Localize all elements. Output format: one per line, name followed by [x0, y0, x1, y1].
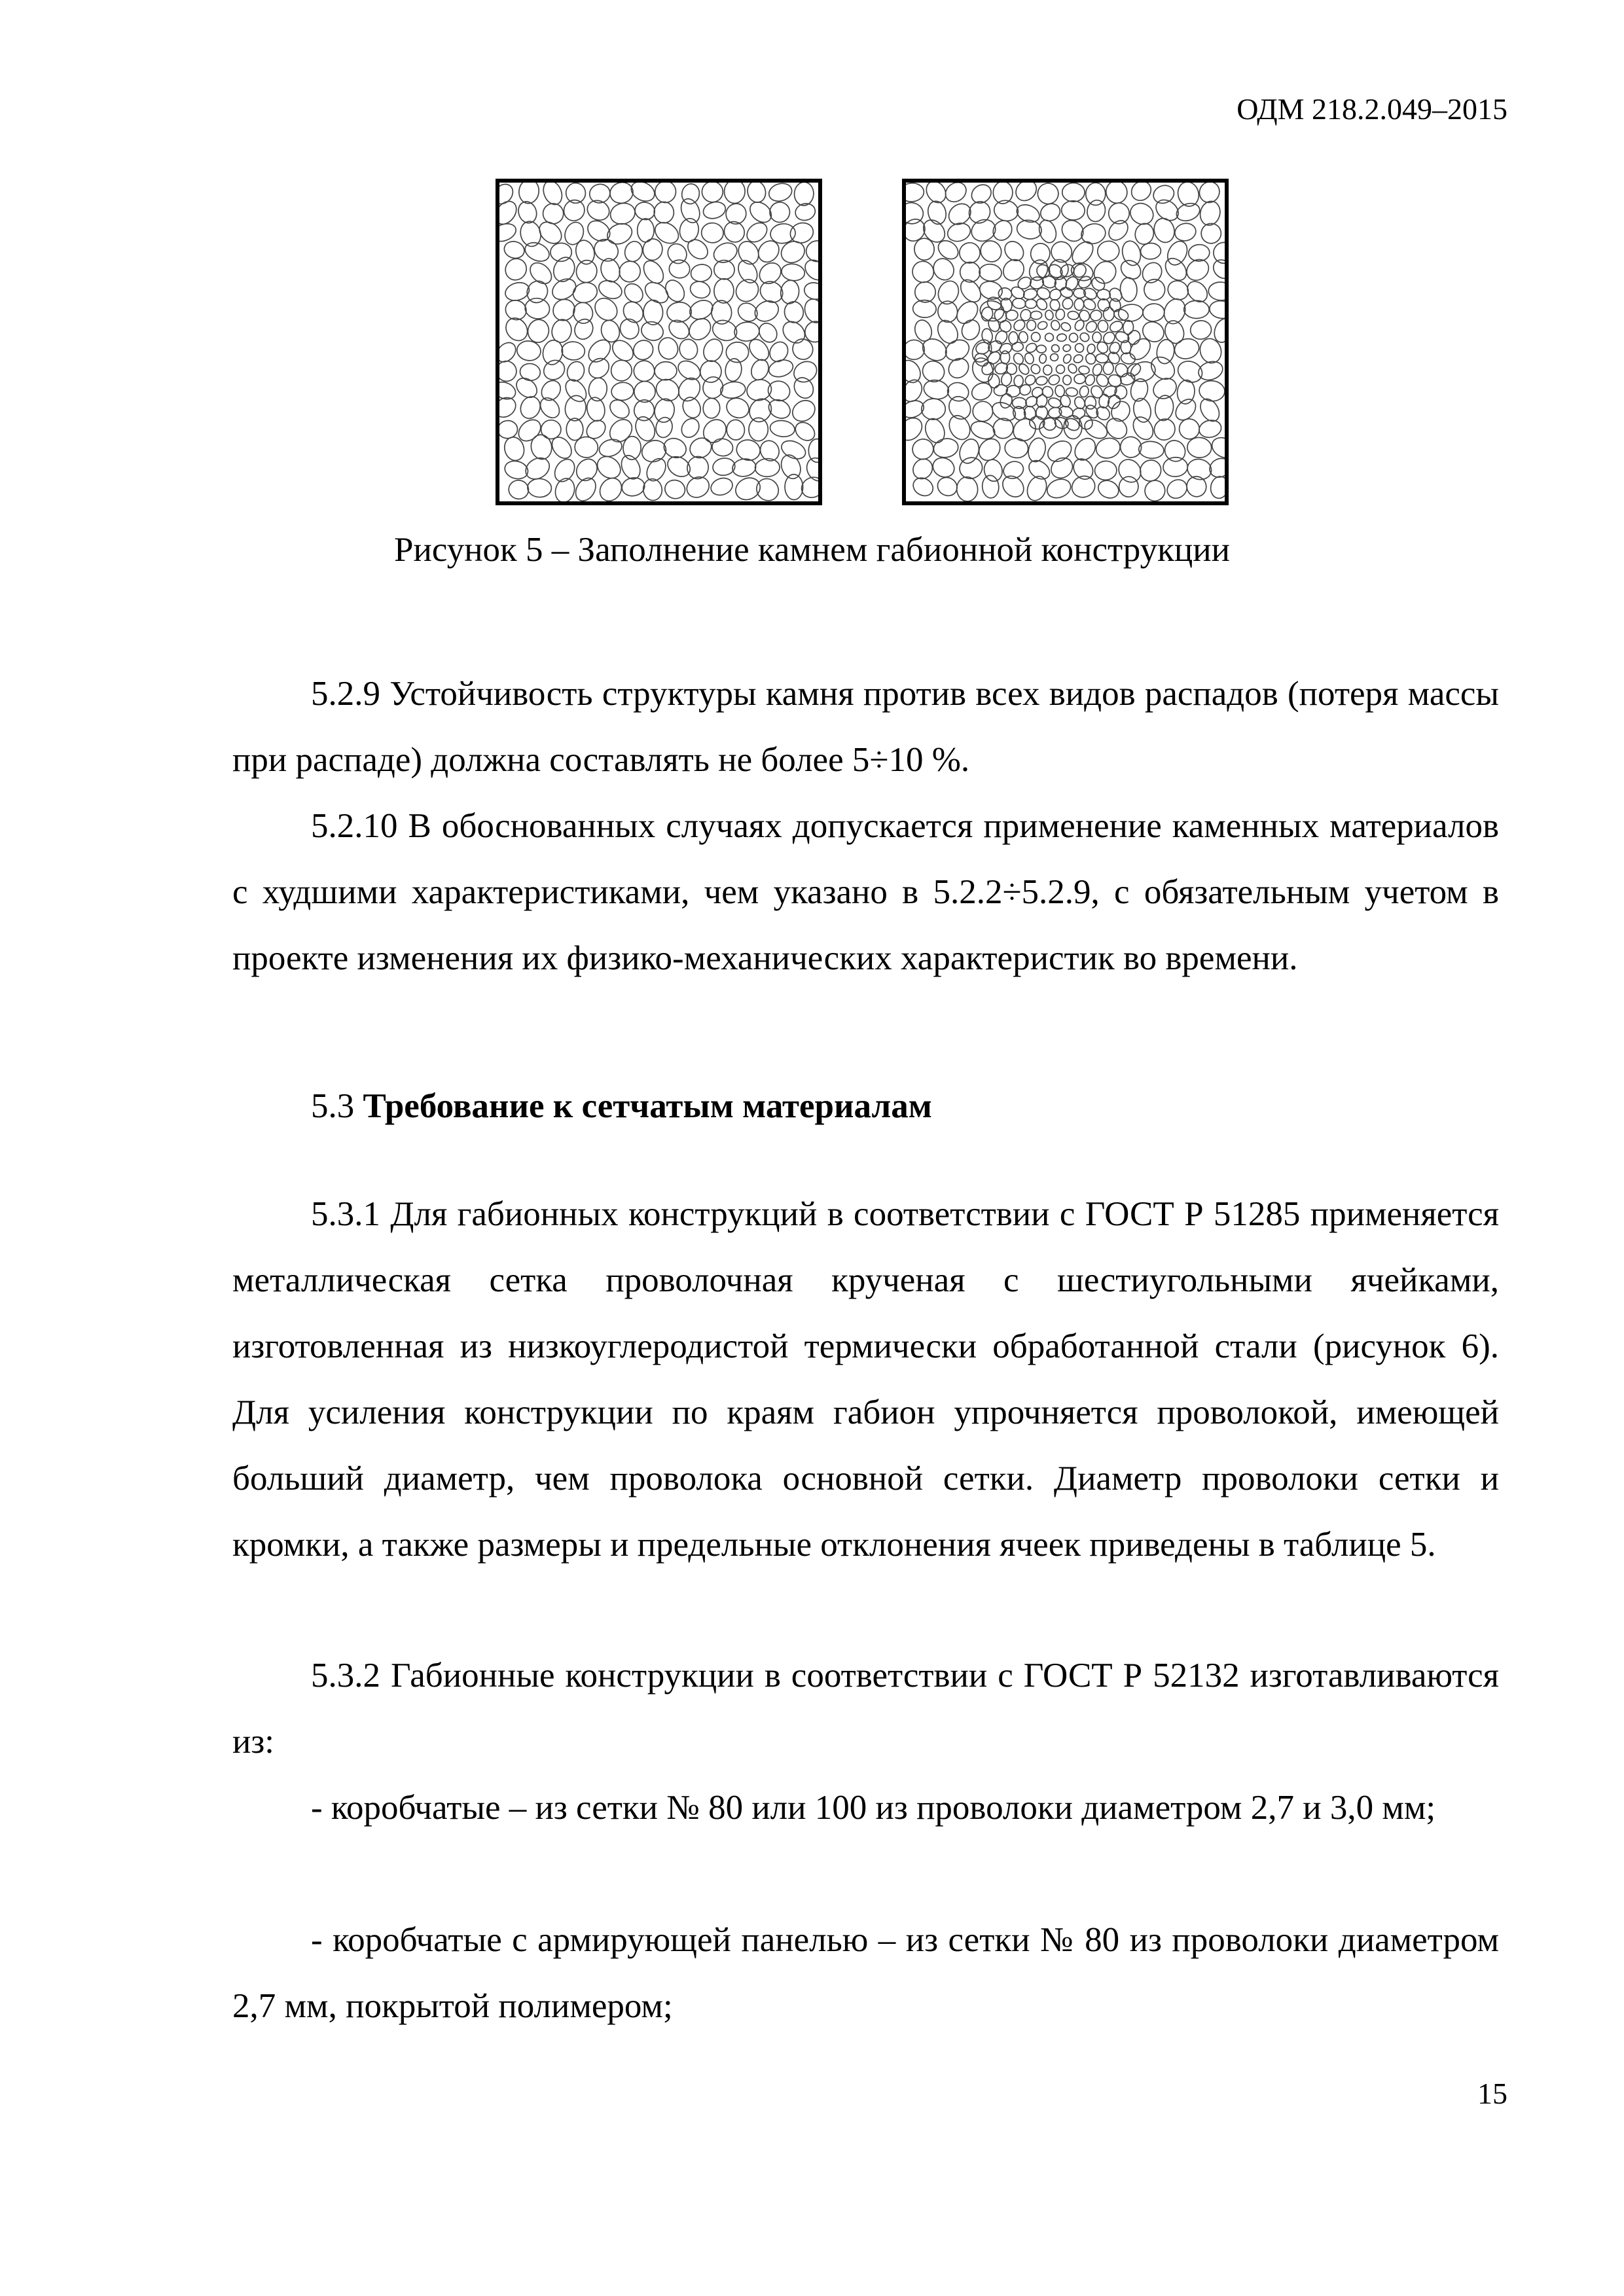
stone: [1183, 278, 1211, 306]
stone: [611, 360, 632, 381]
stone: [608, 200, 638, 227]
stone: [1058, 216, 1087, 245]
stone: [1140, 243, 1161, 260]
stone: [605, 415, 636, 446]
figure-uniform-stone-fill: [496, 179, 822, 505]
stone: [641, 238, 664, 262]
stone: [734, 299, 761, 325]
stone: [632, 379, 658, 404]
section-number: 5.3: [311, 1087, 355, 1125]
stone: [1026, 436, 1048, 463]
stone: [652, 397, 677, 424]
stone: [1030, 331, 1041, 343]
stone: [519, 363, 541, 382]
stone: [1128, 183, 1155, 204]
stone: [562, 219, 586, 247]
stone: [1107, 286, 1124, 304]
page-number: 15: [1477, 2077, 1507, 2110]
stone: [584, 197, 612, 224]
stone: [561, 341, 585, 361]
stone: [1061, 297, 1074, 310]
stone: [502, 239, 526, 260]
stone: [1074, 298, 1084, 310]
stone: [701, 200, 727, 221]
stone: [549, 295, 579, 325]
stone: [1060, 321, 1072, 332]
stone: [1036, 345, 1047, 353]
stone: [1072, 353, 1084, 365]
stone: [1208, 299, 1225, 319]
stone: [651, 218, 683, 247]
stone: [1138, 440, 1164, 459]
stone: [1067, 311, 1079, 321]
stone: [507, 479, 530, 501]
stone: [1211, 316, 1225, 345]
stone: [541, 420, 561, 439]
stone: [1045, 476, 1074, 501]
stone: [1041, 385, 1055, 400]
stone: [611, 382, 634, 401]
stone: [1196, 183, 1223, 206]
stone: [677, 338, 699, 361]
stone: [604, 220, 635, 247]
stone: [1050, 353, 1059, 362]
stone: [784, 300, 805, 323]
stone: [746, 183, 768, 204]
stone: [1162, 318, 1187, 346]
stone: [1037, 320, 1049, 331]
stone: [566, 418, 583, 440]
stone: [726, 419, 746, 440]
stone: [700, 222, 724, 243]
stone: [583, 417, 609, 442]
stone: [1045, 333, 1054, 342]
stone: [571, 300, 595, 325]
paragraph-5-2-9: 5.2.9 Устойчивость структуры камня против всех видов распадов (потеря массы при распаде) должна составлять не более 5÷10 %.: [232, 675, 1499, 779]
stone: [789, 335, 817, 363]
stone: [684, 236, 712, 262]
stone: [803, 281, 818, 302]
stone: [585, 336, 615, 366]
stone: [989, 399, 1018, 424]
stone: [632, 414, 659, 444]
stone: [571, 475, 600, 501]
stone: [998, 472, 1028, 501]
stone: [958, 242, 981, 264]
stone: [518, 183, 541, 205]
section-title: Требование к сетчатым материалам: [363, 1087, 932, 1125]
stone-pattern-graded: [906, 183, 1225, 501]
stone: [674, 374, 704, 405]
stone: [906, 339, 925, 360]
stone: [1030, 311, 1042, 319]
stone: [617, 316, 642, 342]
stone: [1133, 222, 1156, 247]
stone: [657, 336, 680, 361]
paragraph-5-3-1: 5.3.1 Для габионных конструкций в соответствии с ГОСТ Р 51285 применяется металлическая сетка проволочная крученая с шестиугольными ячейками, изготовленная из низкоуглеродистой термически обработанной стали (рисунок 6). Для усиления конструкции по краям габион упрочняется проволокой, имеющей больший диаметр, чем проволока основной сетки. Диаметр проволоки сетки и кромки, а также размеры и предельные отклонения ячеек приведены в таблице 5.: [232, 1195, 1499, 1564]
stone: [654, 202, 674, 223]
stone: [969, 355, 996, 386]
stone: [623, 239, 645, 264]
stone: [548, 433, 575, 462]
paragraph-5-3-2: 5.3.2 Габионные конструкции в соответствии с ГОСТ Р 52132 изготавливаются из:: [232, 1657, 1499, 1761]
stone: [502, 435, 527, 463]
stone: [757, 278, 787, 306]
stone: [732, 474, 764, 501]
stone: [1006, 385, 1020, 397]
stone: [1036, 218, 1059, 245]
stone: [1035, 183, 1060, 206]
stone: [527, 478, 552, 498]
stone: [1029, 242, 1051, 265]
stone: [668, 259, 690, 279]
stone: [709, 475, 735, 497]
stone: [1056, 365, 1064, 374]
stone: [514, 416, 545, 445]
stone: [1210, 256, 1225, 282]
stone: [1212, 241, 1225, 265]
stone: [1087, 344, 1096, 355]
stone: [766, 198, 794, 226]
stone: [1108, 202, 1131, 225]
stone: [921, 398, 946, 420]
stone: [1103, 361, 1114, 375]
stone: [1074, 374, 1085, 384]
stone: [805, 240, 818, 262]
stone: [632, 397, 657, 423]
stone: [945, 200, 975, 228]
stone: [562, 376, 590, 405]
stone: [1000, 351, 1010, 364]
stone: [552, 476, 577, 501]
stone: [934, 317, 962, 347]
stone: [936, 300, 959, 324]
stone: [719, 380, 747, 400]
stone: [529, 433, 553, 461]
stone: [780, 262, 806, 282]
stone: [1090, 257, 1121, 288]
stone: [1030, 363, 1042, 375]
stone: [1026, 320, 1036, 331]
stone: [767, 357, 795, 380]
stone: [979, 360, 996, 377]
section-heading-5-3: [232, 1073, 1499, 1139]
stone: [565, 183, 586, 204]
stone: [664, 452, 694, 480]
stone: [766, 396, 793, 422]
stone: [1067, 363, 1079, 375]
stone: [982, 475, 1000, 499]
stone: [700, 183, 725, 204]
stone: [1094, 436, 1122, 461]
stone: [575, 259, 599, 285]
document-code: ОДМ 218.2.049–2015: [1236, 92, 1507, 126]
stone: [1001, 238, 1027, 264]
stone: [703, 398, 720, 418]
stone: [1078, 365, 1090, 374]
stone: [1155, 338, 1176, 365]
stone: [699, 359, 723, 384]
stone: [1079, 331, 1091, 343]
stone: [1119, 277, 1138, 302]
stone: [790, 357, 818, 386]
stone: [942, 183, 970, 206]
stone: [1069, 473, 1098, 501]
stone: [969, 380, 995, 403]
stone: [654, 361, 677, 381]
stone: [989, 217, 1015, 244]
figure-graded-stone-fill: [902, 179, 1229, 505]
stone: [956, 437, 982, 466]
stone: [501, 255, 531, 284]
stone: [808, 439, 818, 463]
stone: [929, 454, 957, 480]
stone: [679, 395, 704, 421]
stone: [1025, 299, 1036, 308]
stone: [1117, 257, 1144, 283]
stone: [653, 183, 677, 204]
stone: [968, 183, 995, 207]
stone: [1199, 380, 1225, 403]
stone: [1018, 331, 1028, 343]
stone: [1061, 200, 1085, 221]
stone: [1163, 457, 1187, 477]
stone: [749, 418, 768, 441]
stone: [1062, 344, 1072, 352]
stone: [956, 258, 984, 286]
stone: [979, 263, 1002, 281]
stone: [680, 183, 701, 206]
stone: [1184, 300, 1209, 318]
stone: [1074, 342, 1085, 354]
stone: [767, 183, 794, 204]
stone: [713, 278, 734, 303]
stone: [585, 396, 607, 423]
stone: [1185, 475, 1209, 499]
stone: [922, 416, 948, 445]
stone: [769, 419, 795, 438]
stone: [1172, 336, 1201, 362]
stone: [1026, 457, 1053, 483]
stone: [1092, 332, 1102, 342]
stone: [711, 240, 740, 266]
stone: [526, 317, 550, 344]
stone: [560, 196, 588, 224]
stone: [499, 221, 518, 245]
stone: [1183, 255, 1213, 285]
stone: [745, 395, 776, 426]
stone: [956, 476, 979, 501]
stone: [1012, 298, 1026, 310]
stone: [1029, 416, 1045, 429]
stone: [755, 259, 785, 288]
stone: [524, 296, 550, 320]
stone: [1063, 375, 1072, 385]
stone: [1118, 476, 1139, 498]
stone: [619, 298, 647, 326]
stone: [662, 478, 687, 501]
stone: [597, 437, 624, 459]
stone: [675, 357, 704, 384]
stone: [1113, 308, 1130, 322]
stone: [1150, 374, 1180, 402]
stone: [1139, 318, 1168, 346]
stone: [643, 300, 663, 325]
list-item-2: - коробчатые с армирующей панелью – из сетки № 80 из проволоки диаметром 2,7 мм, покрытой полимером;: [232, 1921, 1499, 2025]
stone: [1038, 201, 1063, 224]
stone: [1062, 183, 1085, 202]
stone: [1189, 319, 1212, 340]
stone: [755, 458, 780, 477]
stone: [501, 314, 532, 345]
stone: [1209, 475, 1225, 500]
stone: [1136, 456, 1165, 486]
stone: [752, 475, 783, 501]
stone: [965, 198, 994, 227]
stone: [688, 279, 712, 300]
stone: [1047, 454, 1076, 482]
stone: [1082, 286, 1098, 301]
stone: [1050, 319, 1061, 332]
stone: [499, 420, 518, 440]
stone: [789, 396, 818, 425]
stone: [793, 202, 817, 223]
stone: [1039, 353, 1047, 363]
stone: [522, 239, 552, 264]
stone: [1062, 353, 1072, 364]
stone: [1036, 376, 1048, 386]
stone: [710, 317, 740, 344]
stone: [999, 255, 1028, 285]
stone: [1043, 365, 1052, 375]
stone: [1045, 310, 1055, 321]
stone: [910, 475, 936, 499]
paragraph-5-2-10: 5.2.10 В обоснованных случаях допускается применение каменных материалов с худшими характеристиками, чем указано в 5.2.2÷5.2.9, с обязательным учетом в проекте изменения их физико-механических характеристик во времени.: [232, 807, 1499, 977]
stone: [1096, 477, 1122, 501]
stone: [732, 275, 763, 306]
stone: [1076, 274, 1093, 291]
stone: [722, 200, 750, 228]
stone: [799, 474, 818, 501]
stone: [794, 183, 814, 206]
stone: [724, 183, 746, 204]
stone: [1056, 333, 1067, 342]
stone: [778, 238, 808, 267]
stone: [906, 183, 924, 202]
stone: [992, 198, 1020, 223]
stone: [1173, 221, 1197, 243]
stone: [755, 320, 780, 346]
stone: [615, 257, 644, 286]
stone: [906, 414, 926, 445]
stone: [690, 263, 713, 283]
stone: [983, 458, 1004, 483]
stone: [1024, 342, 1038, 354]
stone: [1176, 183, 1202, 209]
stone: [666, 316, 693, 342]
stone: [1161, 255, 1191, 285]
stone: [550, 456, 578, 485]
figure-caption: Рисунок 5 – Заполнение камнем габионной конструкции: [394, 531, 1230, 569]
stone: [1070, 455, 1097, 483]
stone: [1150, 415, 1180, 444]
stone: [526, 259, 556, 287]
stone: [1104, 183, 1129, 205]
stone: [1104, 307, 1115, 321]
stone: [919, 357, 948, 386]
stone: [683, 473, 713, 501]
stone: [1082, 297, 1098, 312]
stone: [687, 435, 715, 462]
stone: [1129, 414, 1157, 444]
stone: [593, 452, 624, 483]
stone: [1069, 332, 1078, 342]
stone: [572, 455, 601, 484]
stone: [677, 196, 703, 225]
stone: [699, 415, 731, 447]
stone: [711, 437, 734, 457]
stone: [1051, 344, 1061, 353]
stone: [1094, 460, 1117, 480]
stone: [1208, 281, 1225, 300]
stone: [1058, 404, 1074, 419]
stone: [710, 300, 732, 325]
stone: [1105, 217, 1132, 243]
stone: [666, 301, 693, 323]
stone: [1142, 478, 1168, 501]
stone-pattern-uniform: [499, 183, 818, 501]
stone: [1197, 418, 1223, 440]
stone: [596, 278, 625, 302]
stone: [932, 437, 960, 459]
stone: [700, 336, 726, 365]
stone: [792, 419, 818, 444]
stone: [1096, 240, 1121, 263]
stone: [678, 415, 702, 440]
stone: [571, 316, 596, 342]
stone: [1023, 352, 1035, 365]
stone: [1164, 476, 1191, 501]
stone: [1097, 319, 1108, 332]
list-item-1: - коробчатые – из сетки № 80 или 100 из проволоки диаметром 2,7 и 3,0 мм;: [311, 1789, 1436, 1827]
stone: [1142, 303, 1165, 322]
stone: [606, 396, 632, 422]
stone: [499, 359, 519, 384]
stone: [748, 357, 772, 382]
stone: [1011, 342, 1024, 352]
stone: [1012, 183, 1041, 205]
stone: [914, 238, 935, 261]
stone: [935, 278, 962, 307]
stone: [628, 183, 658, 205]
stone: [574, 436, 598, 458]
stone: [1084, 352, 1097, 366]
stone: [723, 395, 751, 421]
stone: [746, 198, 776, 226]
stone: [1079, 385, 1090, 398]
stone: [1187, 437, 1212, 458]
stone: [537, 394, 564, 422]
